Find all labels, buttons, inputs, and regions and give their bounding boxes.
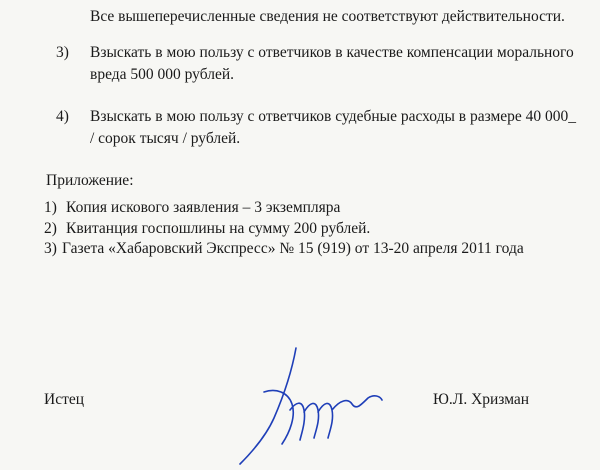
signer-name: Ю.Л. Хризман [433, 391, 530, 408]
attachment-item [44, 199, 340, 217]
attachment-text: Газета «Хабаровский Экспресс» № 15 (919) от 13-20 апреля 2011 года [62, 240, 524, 257]
attachment-number: 1) [44, 199, 57, 216]
handwritten-signature [230, 340, 400, 470]
signature-stroke [240, 348, 382, 464]
demand-4-line-2: / сорок тысяч / рублей. [90, 130, 241, 147]
attachment-item [44, 240, 524, 258]
demand-4-number: 4) [56, 108, 69, 125]
plaintiff-label: Истец [44, 391, 85, 408]
attachments-title: Приложение: [46, 172, 134, 189]
demand-4-line-1: Взыскать в мою пользу с ответчиков судебные расходы в размере 40 000_ [90, 108, 577, 125]
demand-3-line-1: Взыскать в мою пользу с ответчиков в качестве компенсации морального [90, 44, 574, 61]
demand-3-line-2: вреда 500 000 рублей. [90, 66, 235, 83]
attachment-text: Квитанция госпошлины на сумму 200 рублей. [66, 220, 371, 237]
attachment-text: Копия искового заявления – 3 экземпляра [66, 199, 341, 216]
attachment-number: 3) [44, 240, 57, 257]
intro-statement: Все вышеперечисленные сведения не соответствуют действительности. [90, 8, 565, 25]
attachment-item [44, 220, 370, 238]
demand-3-number: 3) [56, 44, 69, 61]
attachment-number: 2) [44, 220, 57, 237]
